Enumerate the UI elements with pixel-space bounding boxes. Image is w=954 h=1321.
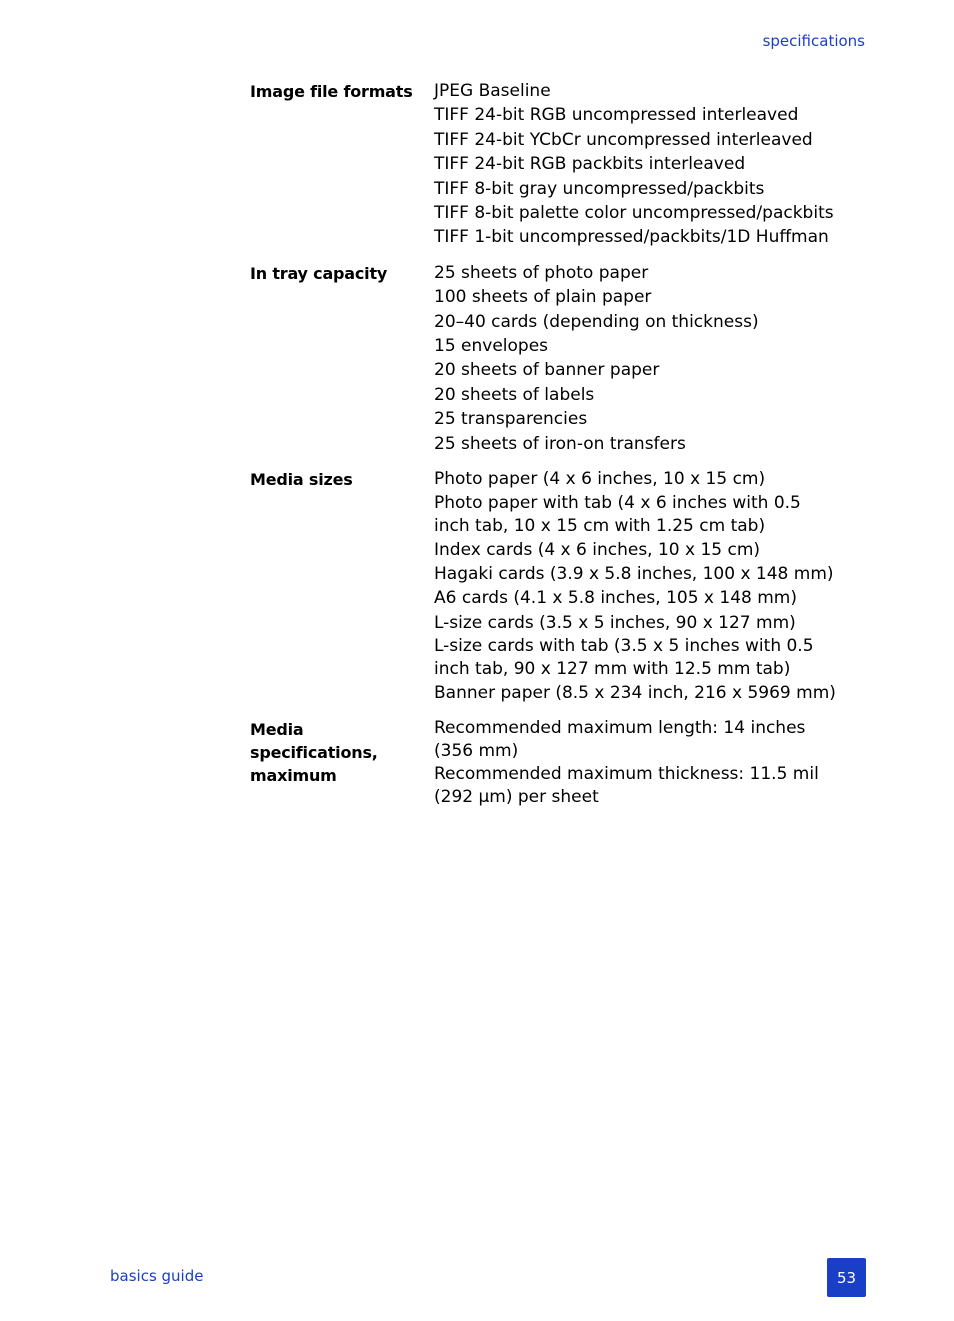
spec-values <box>434 261 850 456</box>
spec-value: TIFF 24-bit RGB packbits interleaved <box>434 154 746 175</box>
spec-row-media-max <box>250 717 850 809</box>
spec-value: JPEG Baseline <box>434 81 551 101</box>
spec-value: L-size cards (3.5 x 5 inches, 90 x 127 mm) <box>434 612 796 633</box>
spec-value: 20 sheets of labels <box>434 384 595 405</box>
spec-label: Media sizes <box>250 470 353 490</box>
spec-value: Index cards (4 x 6 inches, 10 x 15 cm) <box>434 539 761 560</box>
specifications-table <box>250 79 850 820</box>
footer-guide-title: basics guide <box>110 1267 204 1285</box>
spec-value: TIFF 24-bit YCbCr uncompressed interleaved <box>434 129 813 150</box>
spec-value: 25 transparencies <box>434 409 588 430</box>
spec-value: TIFF 8-bit palette color uncompressed/packbits <box>434 203 834 224</box>
spec-label: In tray capacity <box>250 263 388 283</box>
spec-row-media-sizes <box>250 467 850 705</box>
spec-value: TIFF 1-bit uncompressed/packbits/1D Huffman <box>434 227 829 248</box>
page-number: 53 <box>827 1258 866 1297</box>
spec-value: 20–40 cards (depending on thickness) <box>434 311 759 332</box>
spec-value: TIFF 8-bit gray uncompressed/packbits <box>434 178 765 199</box>
spec-label-line: Media specifications, <box>250 719 378 762</box>
spec-value: 20 sheets of banner paper <box>434 360 660 381</box>
spec-label <box>250 717 434 809</box>
spec-value: Recommended maximum thickness: 11.5 mil (292 μm) per sheet <box>434 763 819 807</box>
spec-values <box>434 467 850 705</box>
spec-value: Photo paper (4 x 6 inches, 10 x 15 cm) <box>434 469 766 490</box>
spec-value: Banner paper (8.5 x 234 inch, 216 x 5969 mm) <box>434 683 836 704</box>
spec-value: 25 sheets of photo paper <box>434 262 649 283</box>
spec-value: 15 envelopes <box>434 336 549 357</box>
spec-value: Photo paper with tab (4 x 6 inches with 0.5 inch tab, 10 x 15 cm with 1.25 cm tab) <box>434 492 801 536</box>
spec-value: TIFF 24-bit RGB uncompressed interleaved <box>434 105 799 126</box>
spec-label-line: maximum <box>250 765 337 785</box>
spec-values <box>434 717 850 809</box>
spec-value: A6 cards (4.1 x 5.8 inches, 105 x 148 mm) <box>434 588 797 609</box>
spec-value: L-size cards with tab (3.5 x 5 inches with 0.5 inch tab, 90 x 127 mm with 12.5 mm tab) <box>434 636 814 680</box>
spec-value: Recommended maximum length: 14 inches (356 mm) <box>434 717 806 761</box>
spec-value: 100 sheets of plain paper <box>434 287 652 308</box>
spec-value: 25 sheets of iron-on transfers <box>434 433 686 454</box>
spec-value: Hagaki cards (3.9 x 5.8 inches, 100 x 148 mm) <box>434 563 834 584</box>
running-header: specifications <box>762 32 865 50</box>
spec-values <box>434 79 850 250</box>
spec-row-tray-capacity <box>250 261 850 456</box>
spec-row-image-formats <box>250 79 850 250</box>
spec-label: Image file formats <box>250 82 413 101</box>
